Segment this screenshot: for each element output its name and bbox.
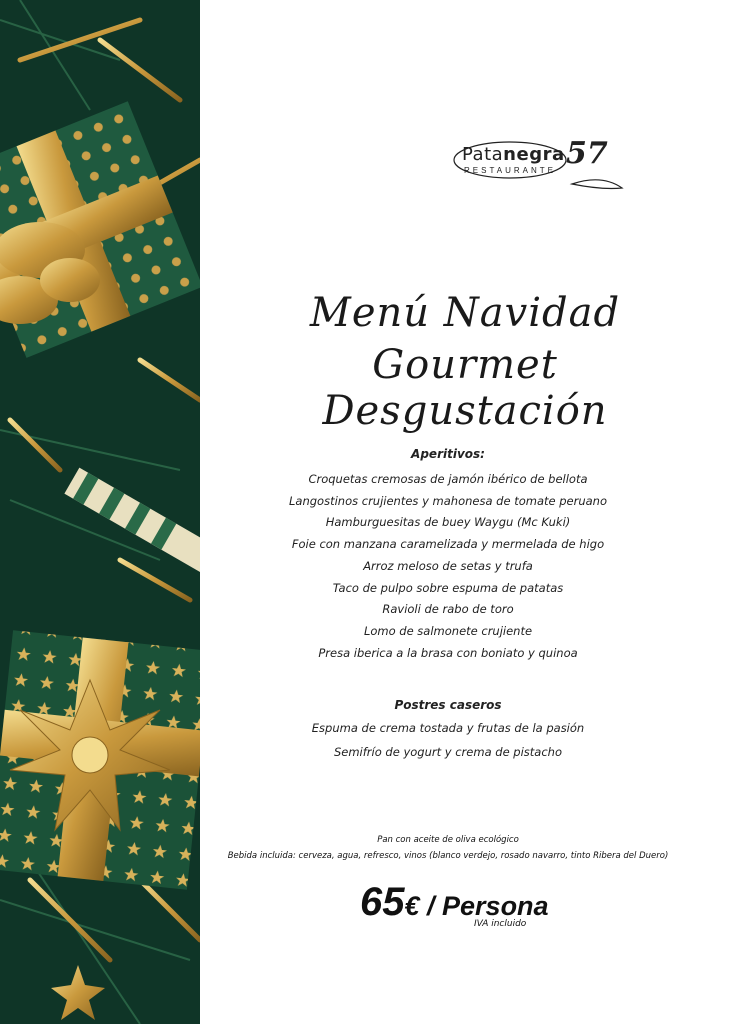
menu-item: Semifrío de yogurt y crema de pistacho [333, 745, 562, 759]
tax-note: IVA incluido [474, 919, 527, 929]
menu-item: Ravioli de rabo de toro [382, 602, 514, 617]
menu-item: Langostinos crujientes y mahonesa de tomate peruano [289, 493, 607, 508]
bread-note: Pan con aceite de oliva ecológico [377, 835, 519, 845]
price-unit: € / Persona [404, 891, 549, 921]
menu-item: Arroz meloso de setas y trufa [363, 558, 533, 573]
menu-item: Foie con manzana caramelizada y mermelada de higo [291, 537, 605, 552]
menu-item: Presa iberica a la brasa con boniato y quinoa [318, 645, 578, 660]
christmas-decoration-band [0, 0, 200, 1024]
menu-item: Espuma de crema tostada y frutas de la pasión [311, 721, 585, 735]
price-amount: 65 [360, 880, 405, 924]
menu-title-line1: Menú Navidad [309, 290, 621, 336]
logo-subtitle: RESTAURANTE [464, 166, 556, 175]
menu-item: Lomo de salmonete crujiente [363, 623, 533, 638]
menu-item: Croquetas cremosas de jamón ibérico de bellota [308, 472, 588, 486]
logo-brand-text: Patanegra [462, 144, 565, 165]
postres-heading: Postres caseros [394, 698, 502, 712]
restaurant-logo [452, 136, 632, 196]
aperitivos-heading: Aperitivos: [411, 447, 485, 461]
menu-title-line2: Gourmet Desgustación [322, 342, 608, 434]
menu-item: Taco de pulpo sobre espuma de patatas [332, 580, 564, 595]
aperitivos-section [230, 447, 666, 664]
drinks-note: Bebida incluida: cerveza, agua, refresco, vinos (blanco verdejo, rosado navarro, tinto Ribera del Duero) [227, 851, 669, 861]
christmas-gifts-image [0, 0, 200, 1024]
menu-item: Hamburguesitas de buey Waygu (Mc Kuki) [325, 515, 571, 530]
logo-number: 57 [566, 136, 608, 171]
postres-section [230, 698, 666, 764]
